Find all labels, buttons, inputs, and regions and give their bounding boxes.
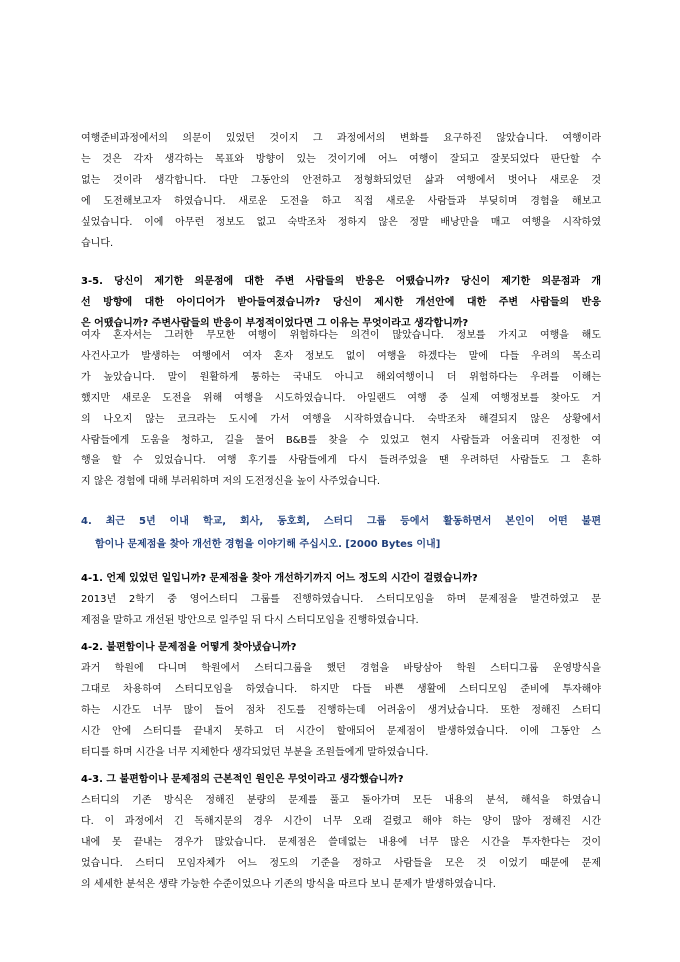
text-line: 사람들에게 도움을 청하고, 길을 물어 B&B를 찾을 수 있었고 현지 사람들과 어울리며 진정한 여 bbox=[81, 434, 601, 446]
text-line: 지 않은 경험에 대해 부러워하며 저의 도전정신을 높이 사주었습니다. bbox=[81, 476, 381, 488]
question-4-1: 4-1. 언제 있었던 일입니까? 문제점을 찾아 개선하기까지 어느 정도의 시간이 걸렸습니까? bbox=[81, 573, 478, 584]
text-line: 했지만 새로운 도전을 위해 여행을 시도하였습니다. 아일랜드 여행 중 실제 여행정보를 찾아도 거 bbox=[81, 392, 601, 404]
text-line: 사건사고가 발생하는 여행에서 여자 혼자 정보도 없이 여행을 하겠다는 말에 다들 우려의 목소리 bbox=[81, 350, 601, 362]
text-line: 의 세세한 분석은 생략 가능한 수준이었으나 기존의 방식을 따르다 보니 문제가 발생하였습니다. bbox=[81, 878, 496, 890]
text-line: 없는 것이라 생각합니다. 다만 그동안의 안전하고 정형화되었던 삶과 여행에서 벗어나 새로운 것 bbox=[81, 174, 601, 186]
text-line: 었습니다. 스터디 모임자체가 어느 정도의 기준을 정하고 사람들을 모은 것 이었기 때문에 문제 bbox=[81, 857, 601, 869]
text-line: 다. 이 과정에서 긴 독해지문의 경우 시간이 너무 오래 걸렸고 해야 하는 양이 많아 정해진 시간 bbox=[81, 815, 601, 827]
text-line: 터디를 하며 시간을 너무 지체한다 생각되었던 부분을 조원들에게 말하였습니다. bbox=[81, 746, 429, 758]
text-line: 과거 학원에 다니며 학원에서 스터디그룹을 했던 경험을 바탕삼아 학원 스터디그룹 운영방식을 bbox=[81, 662, 601, 674]
text-line: 는 것은 각자 생각하는 목표와 방향이 있는 것이기에 어느 여행이 잘되고 잘못되었다 판단할 수 bbox=[81, 153, 601, 165]
text-line: 내에 못 끝내는 경우가 많았습니다. 문제점은 쓸데없는 내용에 너무 많은 시간을 투자한다는 것이 bbox=[81, 836, 601, 848]
question-line: 은 어땠습니까? 주변사람들의 반응이 부정적이었다면 그 이유는 무엇이라고 생각합니까? bbox=[81, 317, 469, 329]
section-heading-line: 4. 최근 5년 이내 학교, 회사, 동호회, 스터디 그룹 등에서 활동하면서 본인이 어떤 불편 bbox=[81, 516, 601, 527]
question-4-2: 4-2. 불편함이나 문제점을 어떻게 찾아냈습니까? bbox=[81, 642, 297, 653]
text-line: 여자 혼자서는 그러한 무모한 여행이 위험하다는 의견이 많았습니다. 정보를 가지고 여행을 해도 bbox=[81, 330, 601, 341]
section-4-heading bbox=[81, 510, 601, 556]
text-line: 그대로 차용하여 스터디모임을 하였습니다. 하지만 다들 바쁜 생활에 스터디모임 준비에 투자해야 bbox=[81, 683, 601, 695]
text-line: 가 높았습니다. 말이 원활하게 통하는 국내도 아니고 해외여행이니 더 위험하다는 우려를 이해는 bbox=[81, 371, 601, 383]
text-line: 스터디의 기존 방식은 정해진 분량의 문제를 풀고 돌아가며 모든 내용의 분석, 해석을 하였습니 bbox=[81, 794, 601, 806]
text-line: 습니다. bbox=[81, 237, 114, 249]
question-4-3: 4-3. 그 불편함이나 문제점의 근본적인 원인은 무엇이라고 생각했습니까? bbox=[81, 774, 404, 785]
text-line: 에 도전해보고자 하였습니다. 새로운 도전을 하고 직접 새로운 사람들과 부딪히며 경험을 해보고 bbox=[81, 195, 601, 207]
text-line: 하는 시간도 너무 많이 들어 점차 진도를 진행하는데 어려움이 생겨났습니다. 또한 정해진 스터디 bbox=[81, 704, 601, 716]
text-line: 여행준비과정에서의 의문이 있었던 것이지 그 과정에서의 변화를 요구하진 않았습니다. 여행이라 bbox=[81, 133, 601, 144]
section-heading-line: 함이나 문제점을 찾아 개선한 경험을 이야기해 주십시오. [2000 Bytes 이내] bbox=[95, 539, 441, 550]
question-4-2-block bbox=[81, 638, 601, 763]
paragraph-answer-3-4 bbox=[81, 129, 601, 254]
text-line: 의 나오지 않는 코크라는 도시에 가서 여행을 시작하였습니다. 숙박조차 해결되지 않은 상황에서 bbox=[81, 413, 601, 425]
question-line: 선 방향에 대한 아이디어가 받아들여졌습니까? 당신이 제시한 개선안에 대한 주변 사람들의 반응 bbox=[81, 296, 601, 308]
question-line: 3-5. 당신이 제기한 의문점에 대한 주변 사람들의 반응은 어땠습니까? 당신이 제기한 의문점과 개 bbox=[81, 276, 601, 287]
question-4-3-block bbox=[81, 770, 601, 895]
text-line: 싶었습니다. 이에 아무런 정보도 없고 숙박조차 정하지 않은 정말 배낭만을 매고 여행을 시작하였 bbox=[81, 216, 601, 228]
text-line: 행을 할 수 있었습니다. 여행 후기를 사람들에게 다시 들려주었을 땐 우려하던 사람들도 그 흔하 bbox=[81, 455, 601, 467]
text-line: 시간 안에 스터디를 끝내지 못하고 더 시간이 할애되어 문제점이 발생하였습니다. 이에 그동안 스 bbox=[81, 725, 601, 737]
answer-3-5 bbox=[81, 326, 601, 493]
text-line: 제점을 말하고 개선된 방안으로 일주일 뒤 다시 스터디모임을 진행하였습니다. bbox=[81, 614, 419, 626]
text-line: 2013년 2학기 중 영어스터디 그룹를 진행하였습니다. 스터디모임을 하며 문제점을 발견하였고 문 bbox=[81, 593, 601, 605]
question-4-1-block bbox=[81, 569, 601, 632]
